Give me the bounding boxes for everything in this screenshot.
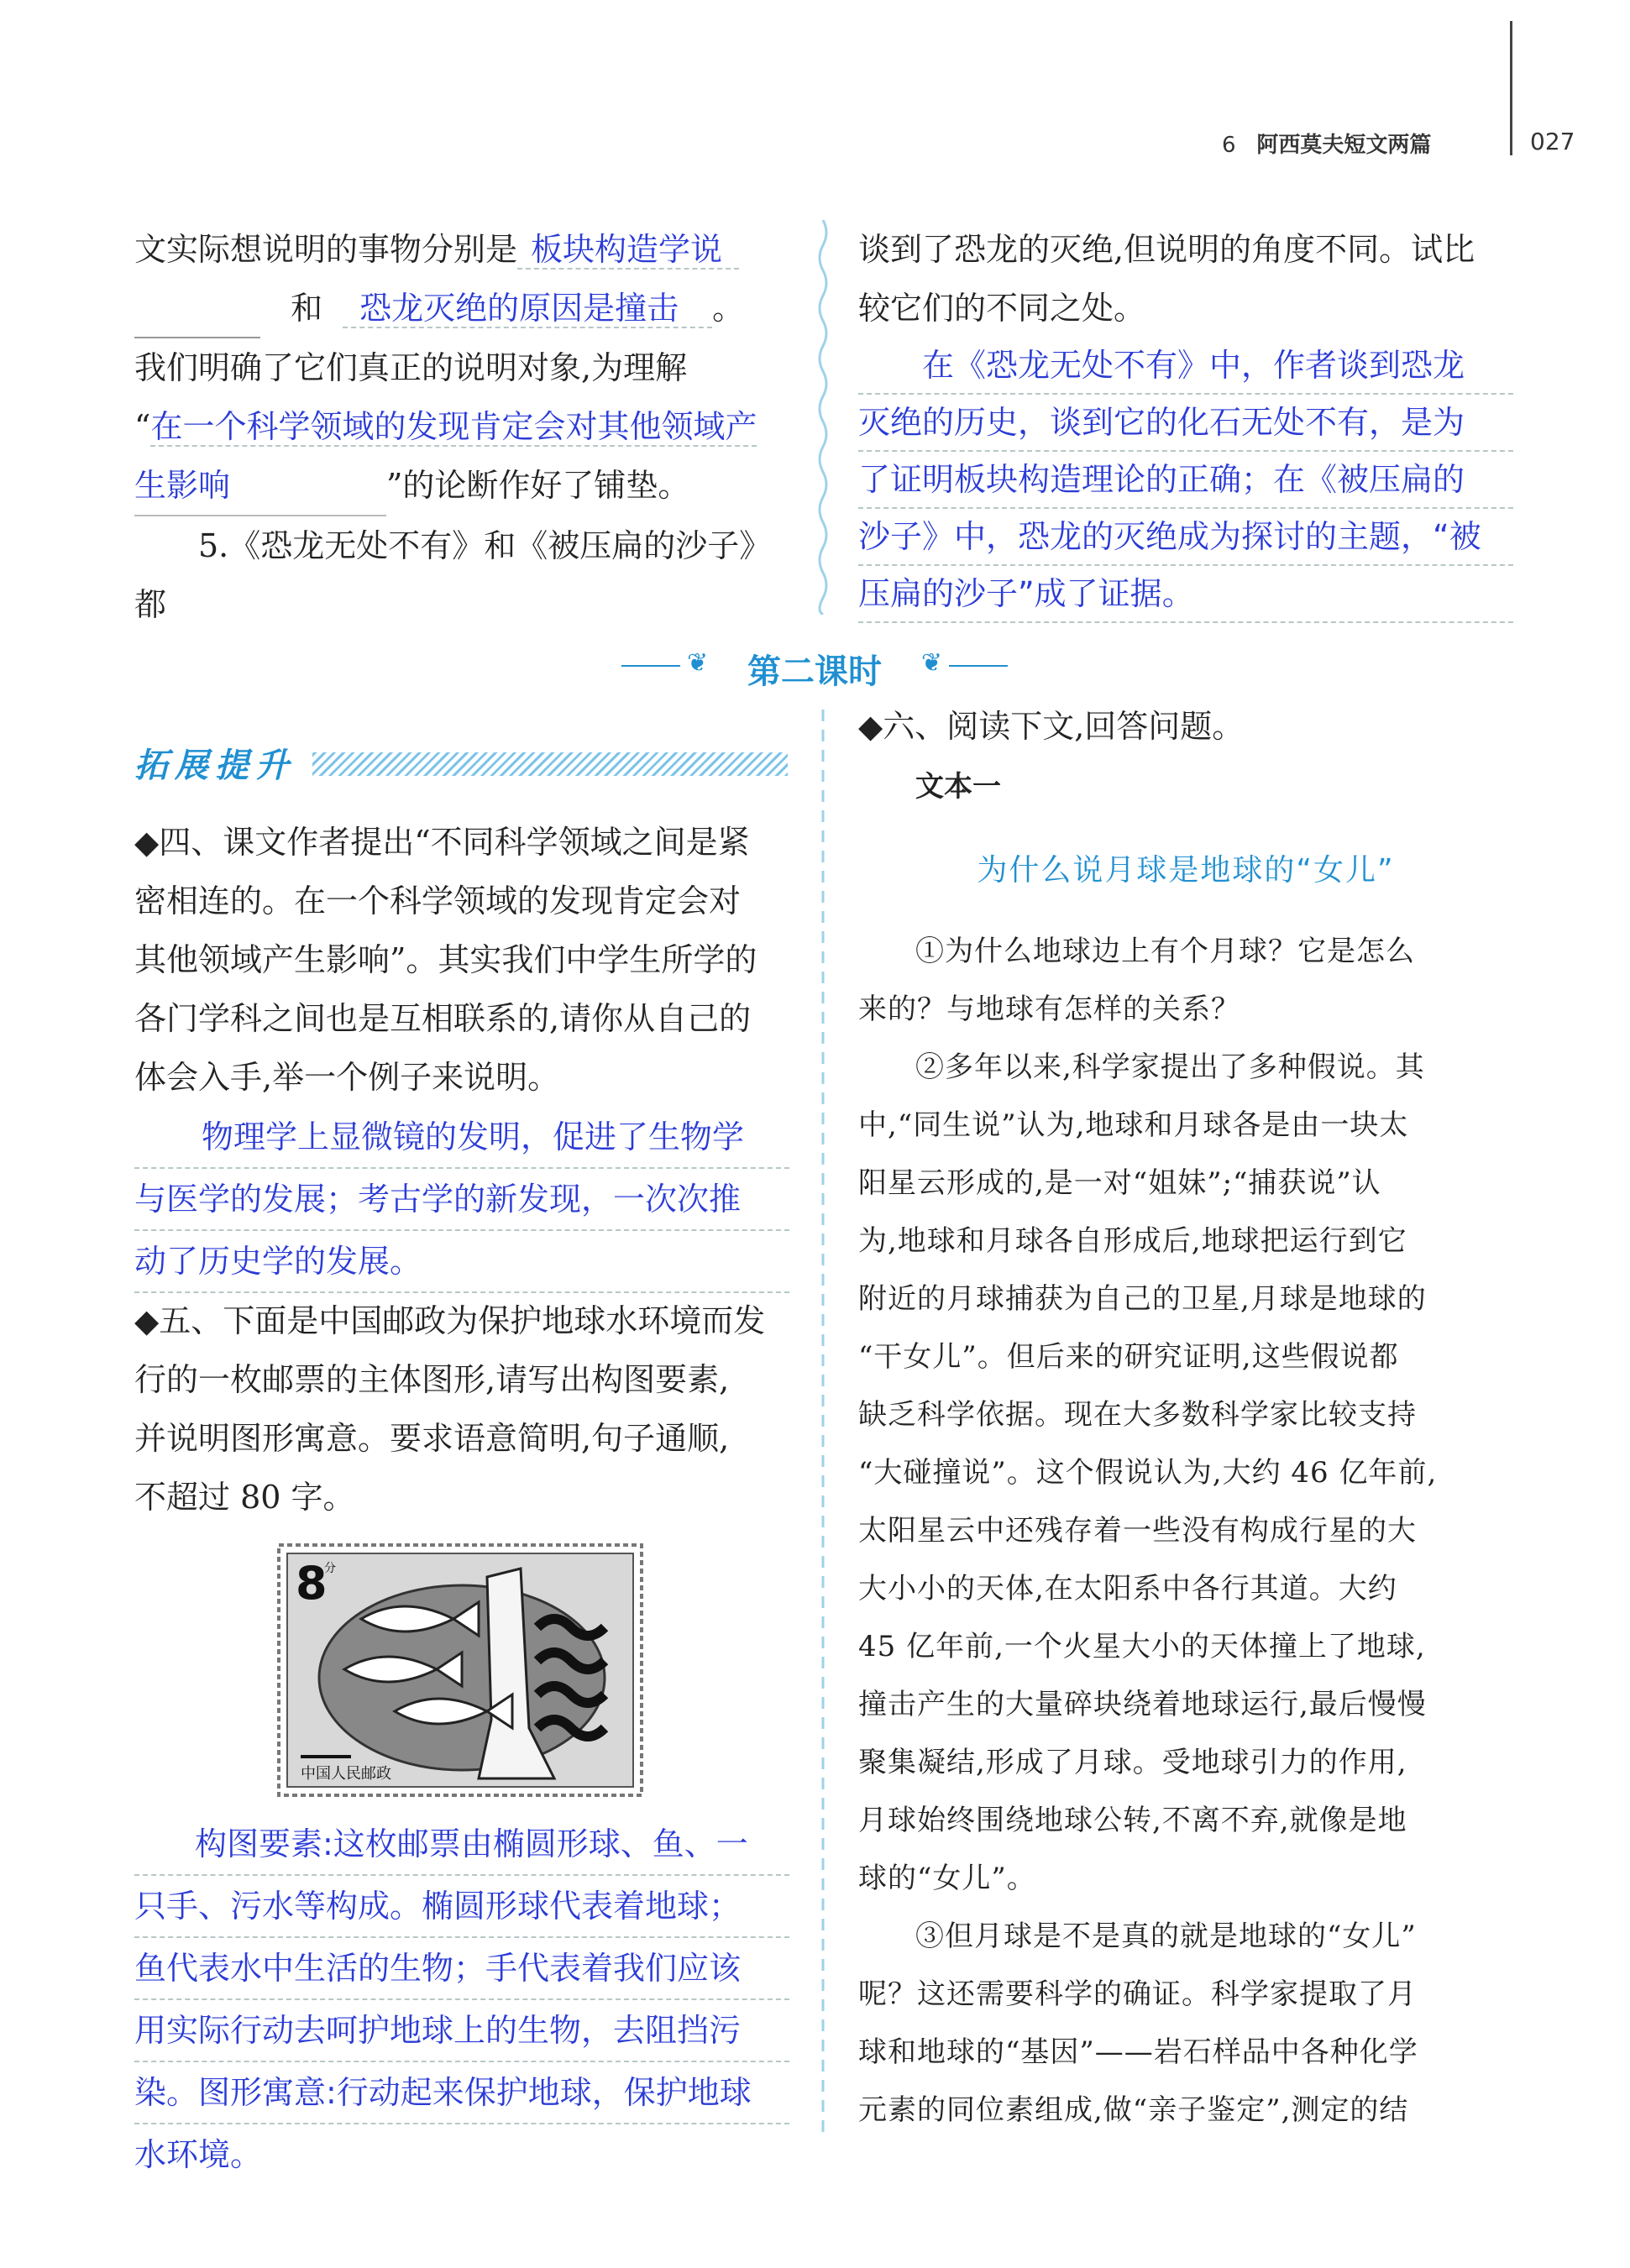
answer-blank-3b: 生影响 xyxy=(134,456,386,516)
chapter-number: 6 xyxy=(1222,133,1236,158)
q5-answer: 在《恐龙无处不有》中，作者谈到恐龙 灭绝的历史，谈到它的化石无处不有，是为 了证明板块构造理论的正确；在《被压扁的 沙子》中，恐龙的灭绝成为探讨的主题，“被 压扁的沙子”成了证据。 xyxy=(858,338,1513,623)
lesson-rule-right xyxy=(949,665,1008,667)
fill-line-3: 我们明确了它们真正的说明对象,为理解 xyxy=(134,349,688,386)
lesson-title: 第二课时 xyxy=(747,652,882,691)
header-divider xyxy=(1510,21,1512,155)
postage-stamp-image xyxy=(277,1543,643,1797)
stamp-unit: 分 xyxy=(324,1562,336,1575)
article-body xyxy=(858,923,1513,2140)
chapter-title: 阿西莫夫短文两篇 xyxy=(1256,133,1432,158)
column-divider-top xyxy=(815,220,831,615)
article-line: 缺乏科学依据。现在大多数科学家比较支持 xyxy=(858,1398,1417,1432)
question-4: ◆四、课文作者提出“不同科学领域之间是紧 密相连的。在一个科学领域的发现肯定会对 其他领域产生影响”。其实我们中学生所学的 各门学科之间也是互相联系的,请你从自己的 体会入手,举一个例子来说明。 物理学上显微镜的发明，促进了生物学 与医学的发展；考古学的新发现，一次次推 动了历史学的发展。 xyxy=(134,813,789,1293)
article-title: 为什么说月球是地球的“女儿” xyxy=(977,853,1395,888)
fill-line-4: “在一个科学领域的发现肯定会对其他领域产 xyxy=(134,408,757,445)
lesson-heading xyxy=(621,645,1008,691)
lesson-rule-left xyxy=(621,665,680,667)
article-line: 附近的月球捕获为自己的卫星,月球是地球的 xyxy=(858,1282,1427,1316)
section-hatch-bar xyxy=(312,752,788,776)
article-line: ②多年以来,科学家提出了多种假说。其 xyxy=(915,1050,1425,1084)
article-line: 中,“同生说”认为,地球和月球各是由一块太 xyxy=(858,1108,1409,1142)
article-line: ①为什么地球边上有个月球？它是怎么 xyxy=(915,935,1415,968)
left-top-block xyxy=(134,220,789,634)
stamp-value: 8 xyxy=(296,1557,328,1610)
section-title: 拓展提升 xyxy=(134,746,296,785)
q4-answer: 物理学上显微镜的发明，促进了生物学 与医学的发展；考古学的新发现，一次次推 动了历史学的发展。 xyxy=(134,1107,789,1293)
article-line: 大小小的天体,在太阳系中各行其道。大约 xyxy=(858,1572,1397,1605)
fill-line-5: 生影响 ”的论断作好了铺垫。 xyxy=(134,456,789,516)
text-label: 文本一 xyxy=(915,770,1001,804)
q5-line-2: 较它们的不同之处。 xyxy=(858,290,1146,327)
page-number: 027 xyxy=(1530,128,1575,155)
article-line: “干女儿”。但后来的研究证明,这些假说都 xyxy=(858,1340,1399,1374)
article-line: 阳星云形成的,是一对“姐妹”;“捕获说”认 xyxy=(858,1166,1381,1200)
article-line: 球和地球的“基因”——岩石样品中各种化学 xyxy=(858,2035,1418,2069)
stamp-country: 中国人民邮政 xyxy=(301,1765,391,1783)
question-6 xyxy=(858,697,1513,2140)
article-line: 为,地球和月球各自形成后,地球把运行到它 xyxy=(858,1224,1407,1258)
q5-line-1: 谈到了恐龙的灭绝,但说明的角度不同。试比 xyxy=(858,231,1475,268)
article-line: “大碰撞说”。这个假说认为,大约 46 亿年前, xyxy=(858,1456,1438,1490)
q6-prompt: ◆六、阅读下文,回答问题。 xyxy=(858,708,1245,745)
right-top-block xyxy=(858,220,1513,623)
question-5: 5.《恐龙无处不有》和《被压扁的沙子》都 xyxy=(134,527,772,623)
article-line: 元素的同位素组成,做“亲子鉴定”,测定的结 xyxy=(858,2093,1409,2127)
answer-blank-3a: 在一个科学领域的发现肯定会对其他领域产 xyxy=(150,408,757,445)
article-line: 呢？这还需要科学的确证。科学家提取了月 xyxy=(858,1977,1417,2011)
column-divider-bottom xyxy=(815,710,831,2137)
answer-blank-1: 板块构造学说 xyxy=(517,231,739,270)
article-line: 来的？与地球有怎样的关系？ xyxy=(858,993,1240,1026)
ornament-right-icon: ❦ xyxy=(920,648,942,678)
answer-blank-2: 恐龙灭绝的原因是撞击 xyxy=(343,290,712,328)
article-line: 聚集凝结,形成了月球。受地球引力的作用, xyxy=(858,1746,1407,1779)
q5-answer: 构图要素:这枚邮票由椭圆形球、鱼、一 只手、污水等构成。椭圆形球代表着地球； 鱼代表水中生活的生物；手代表着我们应该 用实际行动去呵护地球上的生物，去阻挡污 染。图形寓意:行动起来保护地球，保护地球 水环境。 xyxy=(134,1814,789,2185)
chapter-heading xyxy=(1222,128,1431,159)
article-line: 月球始终围绕地球公转,不离不弃,就像是地 xyxy=(858,1804,1407,1837)
article-line: 球的“女儿”。 xyxy=(858,1862,1036,1895)
fill-line-2: 和 恐龙灭绝的原因是撞击 。 xyxy=(134,279,789,338)
article-line: ③但月球是不是真的就是地球的“女儿” xyxy=(915,1920,1417,1953)
article-line: 撞击产生的大量碎块绕着地球运行,最后慢慢 xyxy=(858,1688,1427,1721)
ornament-left-icon: ❦ xyxy=(687,648,709,678)
question-5-stamp: ◆五、下面是中国邮政为保护地球水环境而发 行的一枚邮票的主体图形,请写出构图要素, 并说明图形寓意。要求语意简明,句子通顺, 不超过 80 字。 xyxy=(134,1302,766,1516)
fill-line-1: 文实际想说明的事物分别是 板块构造学说 xyxy=(134,220,789,279)
article-line: 太阳星云中还残存着一些没有构成行星的大 xyxy=(858,1514,1417,1548)
article-line: 45 亿年前,一个火星大小的天体撞上了地球, xyxy=(858,1630,1426,1663)
